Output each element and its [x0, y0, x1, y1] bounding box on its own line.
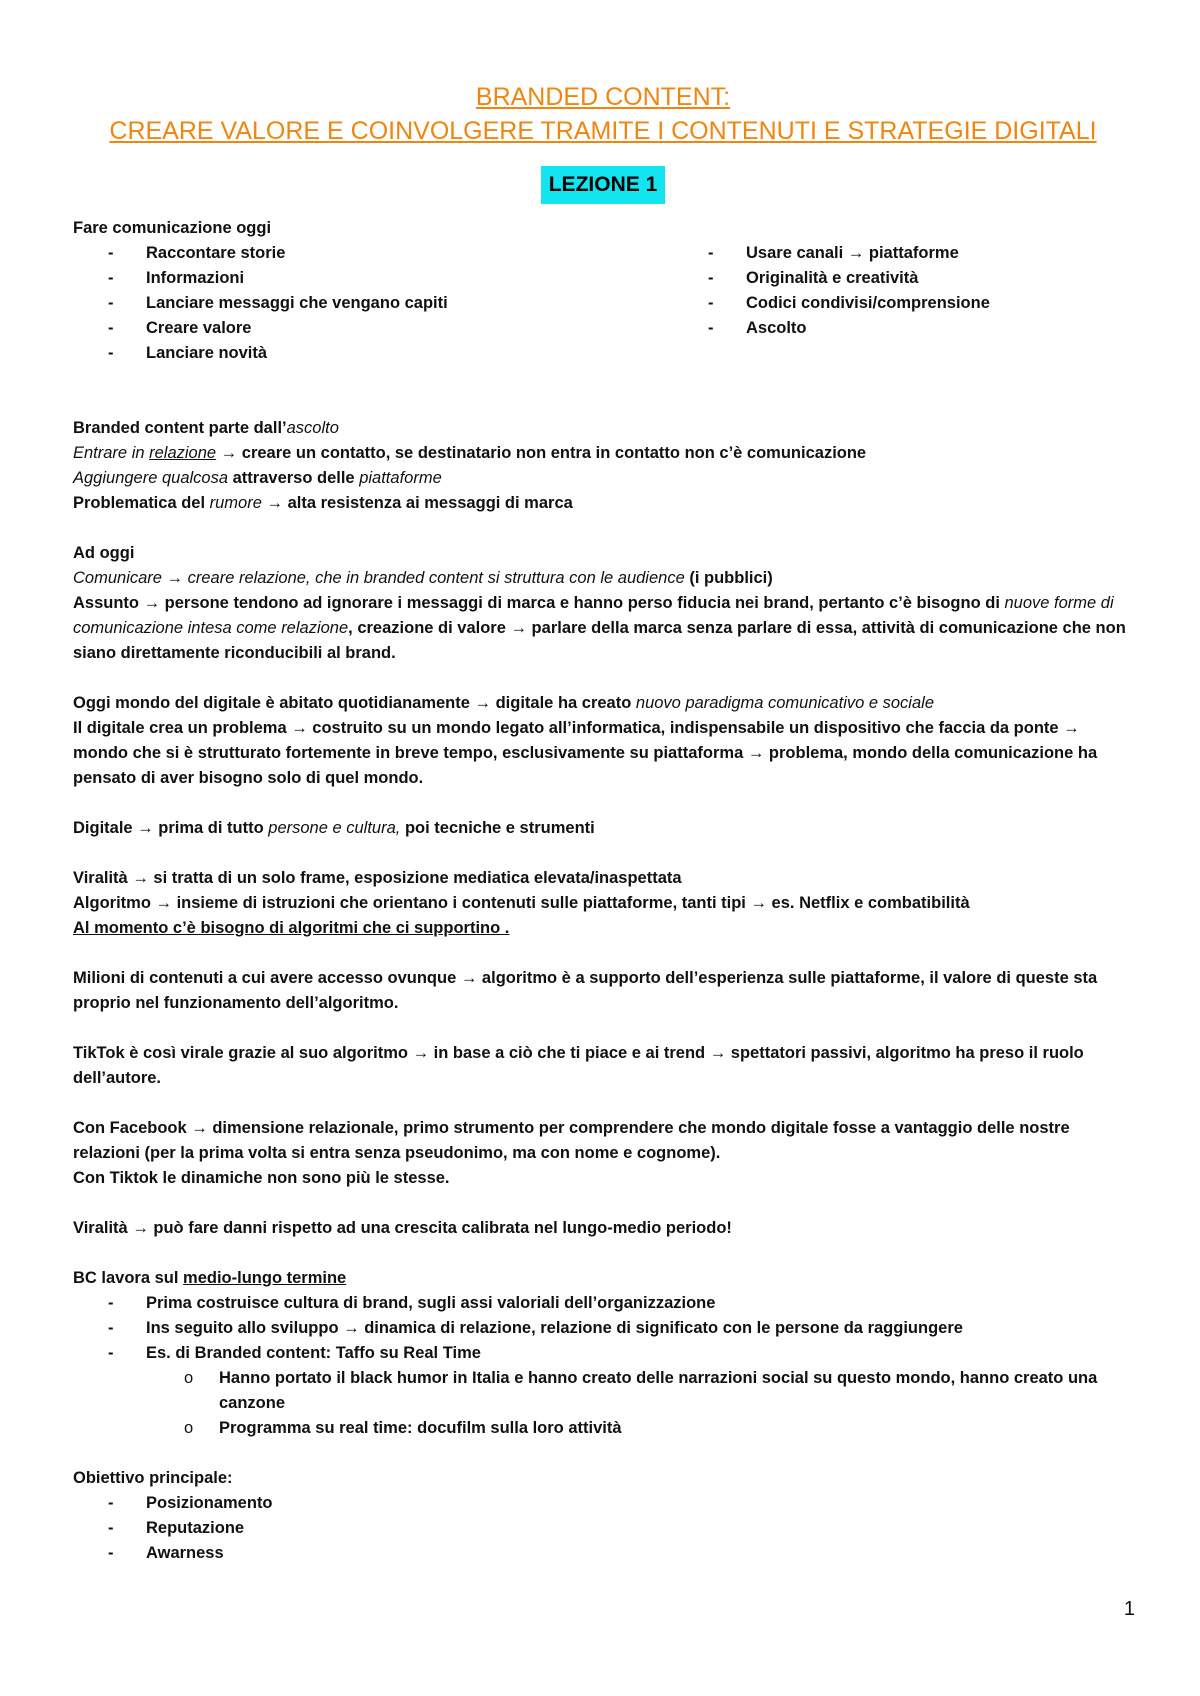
paragraph-line: Digitale → prima di tutto persone e cultura, poi tecniche e strumenti: [73, 819, 595, 837]
paragraph: Con Facebook → dimensione relazionale, primo strumento per comprendere che mondo digitale fosse a vantaggio delle nostre relazioni (per la prima volta si entra senza pseudonimo, ma con nome e cognome).: [73, 1119, 1070, 1162]
viralita-section: [73, 866, 1133, 941]
paragraph-line: Al momento c’è bisogno di algoritmi che ci supportino .: [73, 919, 510, 937]
branded-content-section: [73, 416, 1133, 516]
document-title-line-2: CREARE VALORE E COINVOLGERE TRAMITE I CONTENUTI E STRATEGIE DIGITALI: [109, 117, 1097, 145]
communication-list-left: [73, 241, 673, 366]
paragraph-line: Viralità → si tratta di un solo frame, esposizione mediatica elevata/inaspettata: [73, 869, 682, 887]
list-item: - Lanciare messaggi che vengano capiti: [73, 291, 673, 316]
section-heading: BC lavora sul medio-lungo termine: [73, 1269, 347, 1287]
bc-lavora-section: [73, 1266, 1133, 1441]
facebook-section: [73, 1116, 1133, 1191]
paragraph-line: Oggi mondo del digitale è abitato quotidianamente → digitale ha creato nuovo paradigma comunicativo e sociale: [73, 694, 934, 712]
digitale-section: [73, 691, 1133, 841]
paragraph-line: Branded content parte dall’ascolto: [73, 419, 339, 437]
paragraph-line: Con Tiktok le dinamiche non sono più le stesse.: [73, 1169, 450, 1187]
lesson-heading: LEZIONE 1: [541, 166, 666, 204]
list-item: - Codici condivisi/comprensione: [673, 291, 1133, 316]
list-item: - Raccontare storie: [73, 241, 673, 266]
paragraph: Milioni di contenuti a cui avere accesso ovunque → algoritmo è a supporto dell’esperienza sulle piattaforme, il valore di queste sta proprio nel funzionamento dell’algoritmo.: [73, 969, 1098, 1012]
list-item: - Lanciare novità: [73, 341, 673, 366]
sub-list-item: o Programma su real time: docufilm sulla loro attività: [73, 1416, 1133, 1441]
paragraph: Assunto → persone tendono ad ignorare i messaggi di marca e hanno perso fiducia nei brand, pertanto c’è bisogno di nuove forme di comunicazione intesa come relazione, creazione di valore → parlare della marca senza parlare di essa, attività di comunicazione che non siano direttamente riconducibili al brand.: [73, 594, 1126, 662]
list-item: - Awarness: [73, 1541, 1133, 1566]
document-title-line-1: BRANDED CONTENT:: [475, 83, 731, 111]
section-heading: Ad oggi: [73, 544, 135, 562]
paragraph: TikTok è così virale grazie al suo algoritmo → in base a ciò che ti piace e ai trend → spettatori passivi, algoritmo ha preso il ruolo dell’autore.: [73, 1044, 1084, 1087]
list-item: - Creare valore: [73, 316, 673, 341]
section-heading: Obiettivo principale:: [73, 1469, 233, 1487]
paragraph-line: Entrare in relazione → creare un contatto, se destinatario non entra in contatto non c’è comunicazione: [73, 444, 867, 462]
communication-section: [73, 216, 1133, 366]
obiettivo-section: [73, 1466, 1133, 1566]
paragraph-line: Viralità → può fare danni rispetto ad una crescita calibrata nel lungo-medio periodo!: [73, 1219, 732, 1237]
list-item: - Ins seguito allo sviluppo → dinamica di relazione, relazione di significato con le persone da raggiungere: [73, 1316, 1133, 1341]
list-item: - Es. di Branded content: Taffo su Real Time: [73, 1341, 1133, 1366]
list-item: - Posizionamento: [73, 1491, 1133, 1516]
communication-heading: Fare comunicazione oggi: [73, 219, 272, 237]
list-item: - Ascolto: [673, 316, 1133, 341]
list-item: - Usare canali → piattaforme: [673, 241, 1133, 266]
list-item: - Originalità e creatività: [673, 266, 1133, 291]
paragraph-line: Comunicare → creare relazione, che in branded content si struttura con le audience (i pubblici): [73, 569, 773, 587]
taffo-sub-list: [73, 1366, 1133, 1441]
list-item: - Reputazione: [73, 1516, 1133, 1541]
obiettivo-list: [73, 1491, 1133, 1566]
paragraph: Il digitale crea un problema → costruito su un mondo legato all’informatica, indispensabile un dispositivo che faccia da ponte → mondo che si è strutturato fortemente in breve tempo, esclusivamente su piattaforma → problema, mondo della comunicazione ha pensato di aver bisogno solo di quel mondo.: [73, 719, 1098, 787]
paragraph-line: Algoritmo → insieme di istruzioni che orientano i contenuti sulle piattaforme, tanti tipi → es. Netflix e combatibilità: [73, 894, 970, 912]
sub-list-item: o Hanno portato il black humor in Italia e hanno creato delle narrazioni social su questo mondo, hanno creato una canzone: [73, 1366, 1133, 1416]
list-item: - Prima costruisce cultura di brand, sugli assi valoriali dell’organizzazione: [73, 1291, 1133, 1316]
paragraph-line: Aggiungere qualcosa attraverso delle piattaforme: [73, 469, 442, 487]
page-number: 1: [1123, 1598, 1135, 1620]
ad-oggi-section: [73, 541, 1133, 666]
list-item: - Informazioni: [73, 266, 673, 291]
communication-list-right: [673, 241, 1133, 341]
bc-lavora-list: [73, 1291, 1133, 1366]
paragraph-line: Problematica del rumore → alta resistenza ai messaggi di marca: [73, 494, 573, 512]
document-body: [73, 80, 1133, 1566]
